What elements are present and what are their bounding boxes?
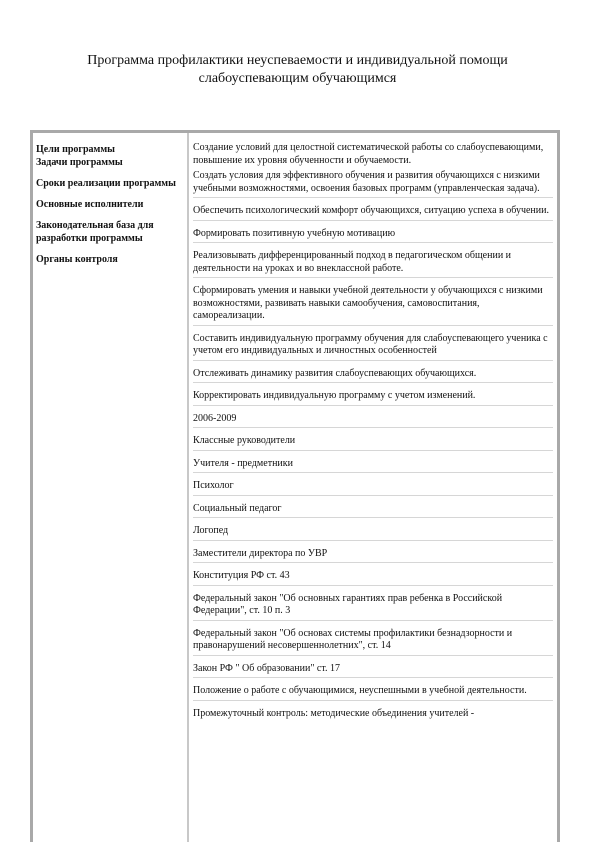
cell-law-2: Федеральный закон "Об основных гарантиях прав ребенка в Российской Федерации", ст. 10 п. 3 — [193, 592, 553, 621]
label-goals: Цели программы — [36, 144, 115, 155]
content-column — [193, 141, 553, 722]
cell-task-4: Реализовывать дифференцированный подход в педагогическом общении и деятельности на уроках и во внеклассной работе. — [193, 249, 553, 278]
cell-task-1: Создать условия для эффективного обучения и развития обучающихся с низкими учебными возможностями, освоения базовых программ (управленческая задача). — [193, 169, 553, 198]
cell-task-2: Обеспечить психологический комфорт обучающихся, ситуацию успеха в обучении. — [193, 204, 553, 221]
cell-executor-3: Психолог — [193, 479, 553, 496]
cell-law-1: Конституция РФ ст. 43 — [193, 569, 553, 586]
label-executors: Основные исполнители — [36, 199, 144, 210]
label-timeline: Сроки реализации программы — [36, 178, 176, 189]
cell-executor-5: Логопед — [193, 524, 553, 541]
column-divider — [187, 133, 189, 842]
cell-executor-6: Заместители директора по УВР — [193, 547, 553, 564]
cell-task-5: Сформировать умения и навыки учебной деятельности у обучающихся с низкими возможностями, развивать навыки самообучения, самовоспитания, самореализации. — [193, 284, 553, 326]
cell-task-3: Формировать позитивную учебную мотивацию — [193, 227, 553, 244]
document-title — [40, 52, 555, 88]
cell-law-3: Федеральный закон "Об основах системы профилактики безнадзорности и правонарушений несовершеннолетних", ст. 14 — [193, 627, 553, 656]
cell-goal: Создание условий для целостной систематической работы со слабоуспевающими, повышение их уровня обученности и обучаемости. — [193, 142, 544, 166]
cell-executor-1: Классные руководители — [193, 434, 553, 451]
cell-control: Промежуточный контроль: методические объединения учителей - — [193, 707, 475, 719]
cell-executor-4: Социальный педагог — [193, 502, 553, 519]
title-line-2: слабоуспевающим обучающимся — [198, 71, 397, 86]
label-legal-base: Законодательная база для разработки программы — [36, 220, 154, 244]
cell-task-7: Отслеживать динамику развития слабоуспевающих обучающихся. — [193, 367, 553, 384]
cell-law-4: Закон РФ " Об образовании" ст. 17 — [193, 662, 553, 679]
cell-timeline: 2006-2009 — [193, 412, 553, 429]
label-tasks: Задачи программы — [36, 157, 123, 168]
cell-task-6: Составить индивидуальную программу обучения для слабоуспевающего ученика с учетом его индивидуальных и личностных особенностей — [193, 332, 553, 361]
program-table — [30, 130, 560, 842]
cell-law-5: Положение о работе с обучающимися, неуспешными в учебной деятельности. — [193, 684, 553, 701]
cell-task-8: Корректировать индивидуальную программу с учетом изменений. — [193, 389, 553, 406]
label-column — [36, 143, 184, 274]
title-line-1: Программа профилактики неуспеваемости и индивидуальной помощи — [87, 53, 508, 68]
cell-executor-2: Учителя - предметники — [193, 457, 553, 474]
label-control: Органы контроля — [36, 254, 118, 265]
